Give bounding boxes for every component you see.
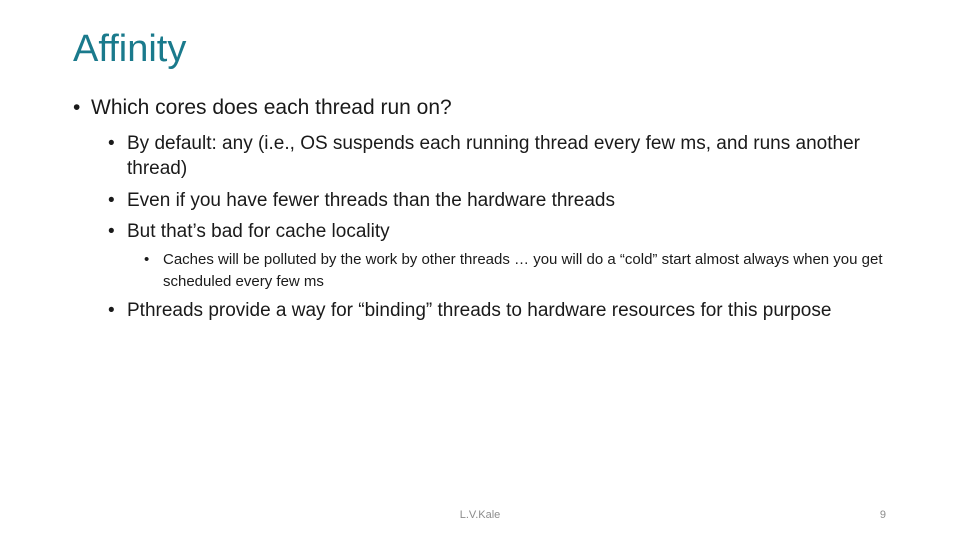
footer-author: L.V.Kale xyxy=(459,509,501,521)
slide-title: Affinity xyxy=(73,28,187,70)
bullet-text: Which cores does each thread run on? xyxy=(91,96,452,119)
bullet-text: Caches will be polluted by the work by other threads … you will do a “cold” start almost always when you get scheduled every few ms xyxy=(163,251,883,290)
bullet-level2 xyxy=(108,188,908,213)
bullet-level1 xyxy=(73,95,873,121)
bullet-dot: • xyxy=(73,96,81,119)
bullet-level2 xyxy=(108,131,908,181)
bullet-dot: • xyxy=(144,251,150,268)
bullet-level2 xyxy=(108,219,908,244)
bullet-dot: • xyxy=(108,133,115,154)
bullet-dot: • xyxy=(108,221,115,242)
page-number: 9 xyxy=(879,509,886,521)
bullet-level2 xyxy=(108,298,908,323)
bullet-text: But that’s bad for cache locality xyxy=(127,221,390,242)
bullet-level3 xyxy=(144,249,904,293)
bullet-text: By default: any (i.e., OS suspends each running thread every few ms, and runs another thread) xyxy=(127,133,860,179)
bullet-dot: • xyxy=(108,190,115,211)
bullet-text: Pthreads provide a way for “binding” threads to hardware resources for this purpose xyxy=(127,300,832,321)
bullet-text: Even if you have fewer threads than the hardware threads xyxy=(127,190,615,211)
bullet-dot: • xyxy=(108,300,115,321)
